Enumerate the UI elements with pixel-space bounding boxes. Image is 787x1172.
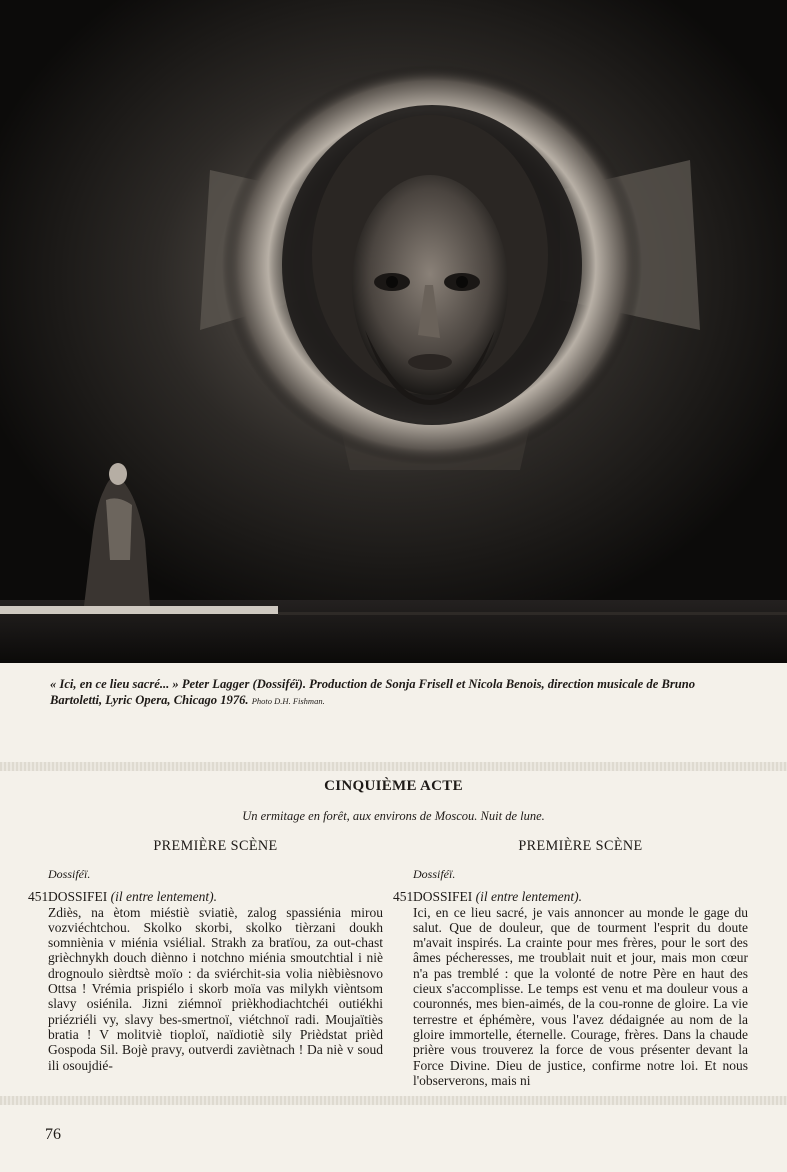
bottom-divider <box>0 1096 787 1105</box>
line-number: 451 <box>28 889 49 905</box>
speaker-note: Dossiféï. <box>48 867 91 881</box>
scene-heading-right: PREMIÈRE SCÈNE <box>518 838 643 854</box>
russian-column <box>28 867 383 1073</box>
photo-caption <box>50 676 750 709</box>
top-divider <box>0 762 787 771</box>
russian-text: Zdiès, na ètom miéstiè sviatiè, zalog spassiénia mirou vozviéchtchou. Skolko skorbi, skolko tièrzani doukh somniènia v miénia vsiélial. Strakh za bratïou, za out-chast grièchnykh douch diènno i notchno miénia smoutchtial i niè drognoulo sièrdtsè moïo : da sviérchit-sia volia nièbièsnovo Ottsa ! Vrémia prispiélo i skorb moïa vas milykh vièntsom slavy osiénila. Jizni ziémnoï prièkhodiachtchéi outiékhi priézriéli vy, slavy bes-smertnoï, viétchnoï radi. Moujaïtiès bratia ! V molitviè tioploï, naïdiotiè sily Prièdstat prièd Gospoda Sil. Bojè pravy, outverdi zaviètnach ! Da niè v soud ili osoujdié- <box>48 904 383 1073</box>
line-number: 451 <box>393 889 414 905</box>
stage-direction: (il entre lentement). <box>475 889 582 905</box>
speaker-line <box>393 889 748 905</box>
caption-text: « Ici, en ce lieu sacré... » Peter Lagger (Dossiféï). Production de Sonja Frisell et Nicola Benois, direction musicale de Bruno Bartoletti, Lyric Opera, Chicago 1976. <box>50 677 696 707</box>
speaker-name: DOSSIFEI <box>413 889 473 905</box>
act-title: CINQUIÈME ACTE <box>324 778 463 794</box>
page-number: 76 <box>45 1126 61 1143</box>
speaker-name: DOSSIFEI <box>48 889 108 905</box>
act-setting: Un ermitage en forêt, aux environs de Moscou. Nuit de lune. <box>242 809 545 823</box>
french-column <box>393 867 748 1088</box>
speaker-note: Dossiféï. <box>413 867 456 881</box>
french-text: Ici, en ce lieu sacré, je vais annoncer au monde le gage du salut. Que de douleur, que de tourment l'esprit du doute m'avait inspirés. La crainte pour mes frères, pour le sort des âmes pécheresses, me troublait nuit et jour, mais mon cœur n'a pas tremblé : que la volonté de notre Père en haut des cieux s'accomplisse. Le temps est venu et ma douleur vous a couronnés, mes bien-aimés, de la cou-ronne de gloire. La vie terrestre et éphémère, vous l'avez dédaignée au nom de la gloire immortelle, éternelle. Courage, frères. Dans la chaude prière vous trouverez la force de vous présenter devant la Force Divine. Dieu de justice, confirme notre loi. Et nous l'observerons, mais ni <box>413 904 748 1088</box>
scene-heading-left: PREMIÈRE SCÈNE <box>153 838 278 854</box>
photo-credit: Photo D.H. Fishman. <box>251 696 325 706</box>
stage-direction: (il entre lentement). <box>110 889 217 905</box>
speaker-line <box>28 889 383 905</box>
